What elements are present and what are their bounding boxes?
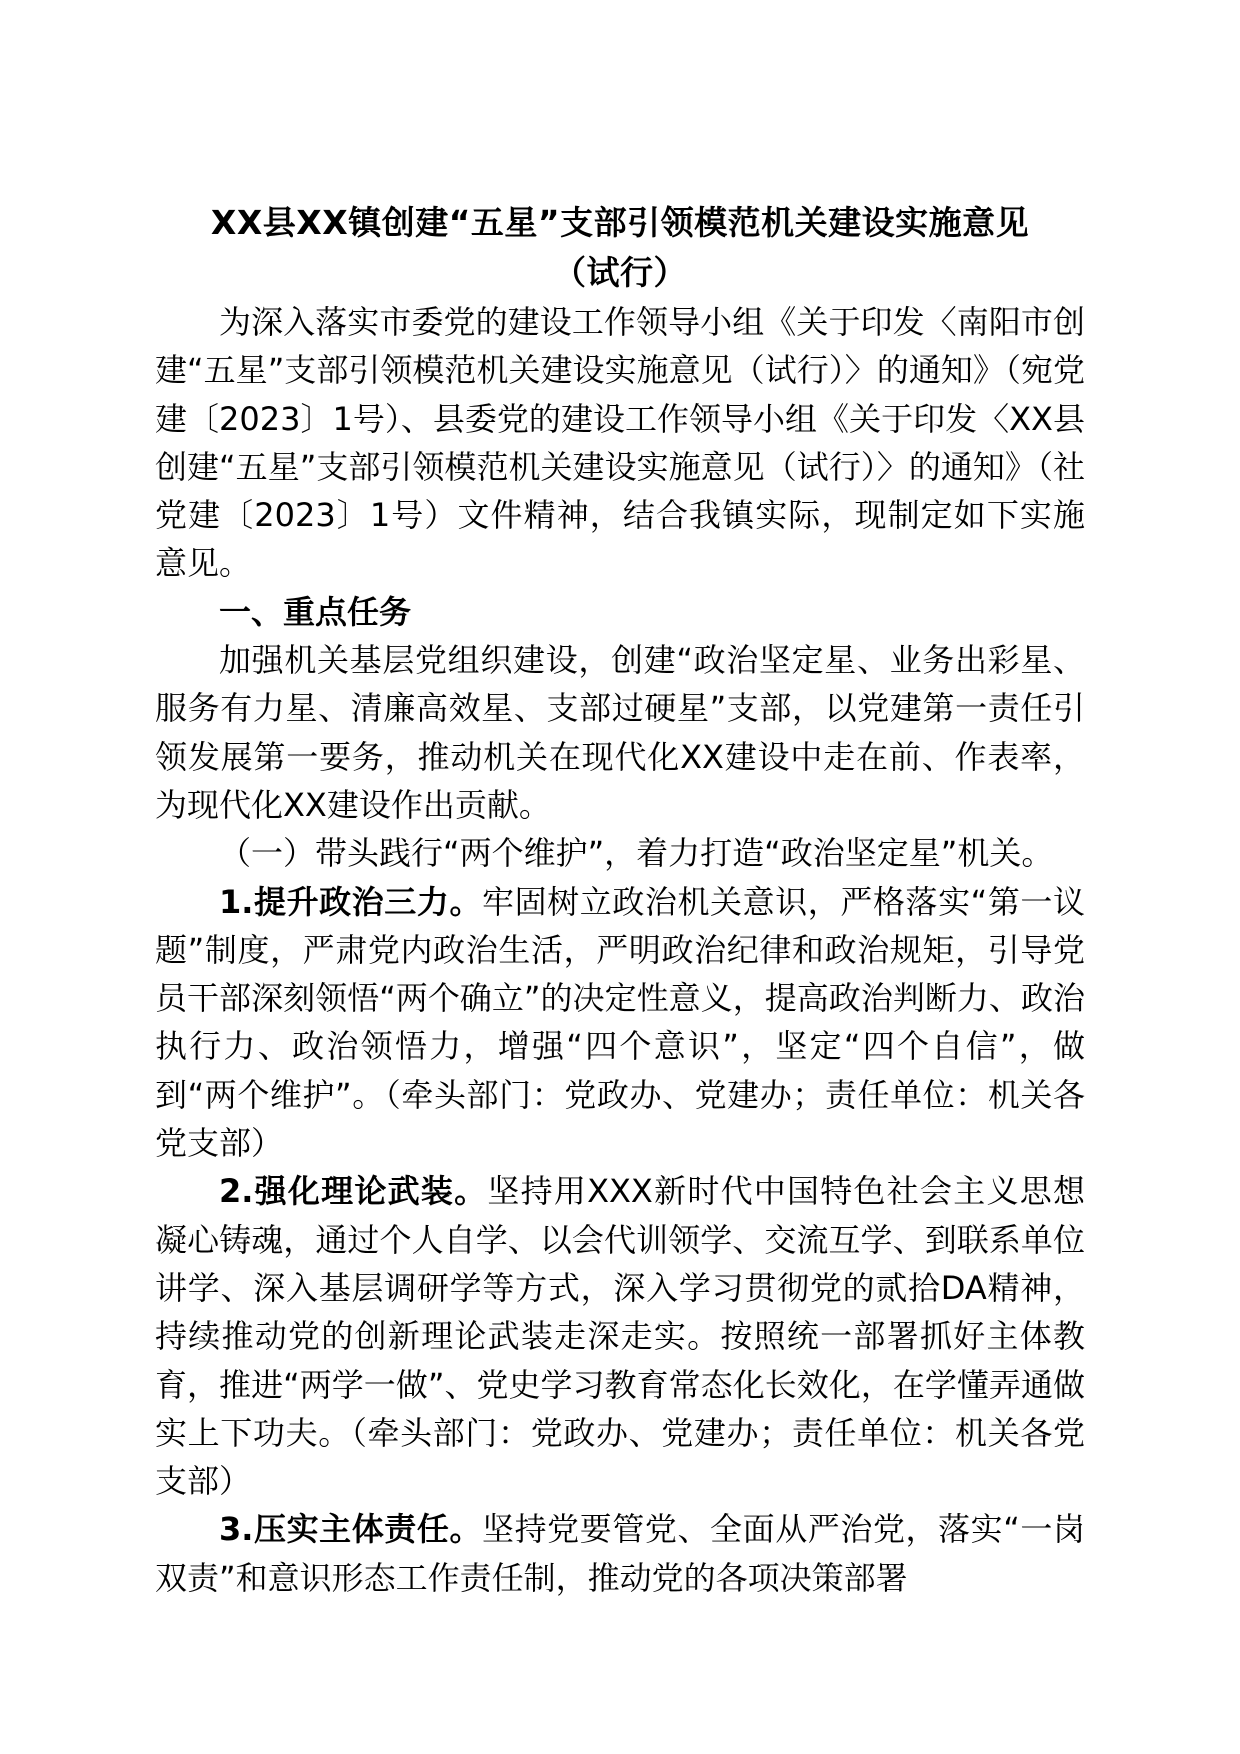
document-page — [155, 198, 1085, 1602]
intro-paragraph: 为深入落实市委党的建设工作领导小组《关于印发〈南阳市创建“五星”支部引领模范机关建设实施意见（试行）〉的通知》（宛党建〔2023〕1号）、县委党的建设工作领导小组《关于印发〈XX县创建“五星”支部引领模范机关建设实施意见（试行）〉的通知》（社党建〔2023〕1号）文件精神，结合我镇实际，现制定如下实施意见。 — [155, 303, 1085, 583]
section-heading: 一、重点任务 — [219, 592, 412, 631]
document-title-line1: XX县XX镇创建“五星”支部引领模范机关建设实施意见 — [210, 203, 1030, 242]
document-title — [155, 198, 1085, 298]
subsection-heading: （一）带头践行“两个维护”，着力打造“政治坚定星”机关。 — [219, 834, 1054, 873]
item-text-3: 坚持党要管党、全面从严治党，落实“一岗双责”和意识形态工作责任制，推动党的各项决策部署 — [155, 1510, 1085, 1597]
item-text-1: 牢固树立政治机关意识，严格落实“第一议题”制度，严肃党内政治生活，严明政治纪律和政治规矩，引导党员干部深刻领悟“两个确立”的决定性意义，提高政治判断力、政治执行力、政治领悟力，增强“四个意识”，坚定“四个自信”，做到“两个维护”。（牵头部门：党政办、党建办；责任单位：机关各党支部） — [155, 882, 1085, 1163]
item-paragraph-1 — [155, 878, 1085, 1168]
item-text-2: 坚持用XXX新时代中国特色社会主义思想凝心铸魂，通过个人自学、以会代训领学、交流互学、到联系单位讲学、深入基层调研学等方式，深入学习贯彻党的贰拾DA精神，持续推动党的创新理论武装走深走实。按照统一部署抓好主体教育，推进“两学一做”、党史学习教育常态化长效化，在学懂弄通做实上下功夫。（牵头部门：党政办、党建办；责任单位：机关各党支部） — [155, 1172, 1085, 1501]
item-paragraph-2 — [155, 1167, 1085, 1505]
item-lead-3: 3.压实主体责任。 — [219, 1510, 483, 1549]
item-paragraph-3 — [155, 1505, 1085, 1602]
item-lead-2: 2.强化理论武装。 — [219, 1172, 488, 1211]
section-body-paragraph: 加强机关基层党组织建设，创建“政治坚定星、业务出彩星、服务有力星、清廉高效星、支部过硬星”支部，以党建第一责任引领发展第一要务，推动机关在现代化XX建设中走在前、作表率，为现代化XX建设作出贡献。 — [155, 641, 1085, 824]
item-lead-1: 1.提升政治三力。 — [219, 882, 483, 921]
document-title-line2: （试行） — [553, 253, 687, 292]
